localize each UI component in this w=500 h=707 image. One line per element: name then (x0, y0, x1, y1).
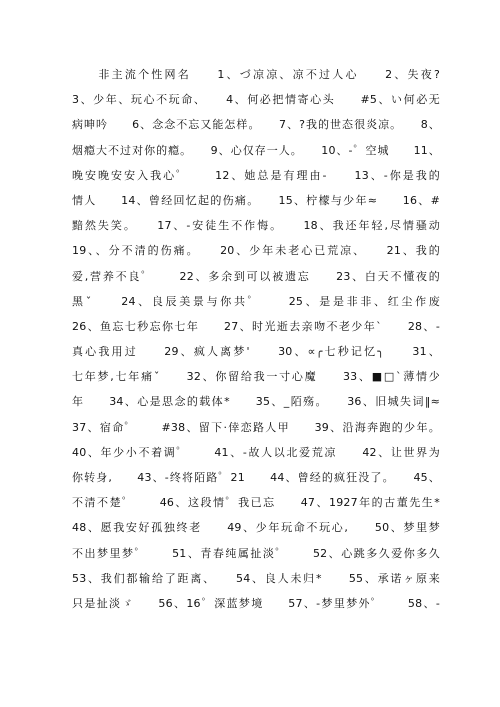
text-line: 不清不楚゜ 46、这段情゜我已忘 47、1927年的古董先生* (72, 496, 440, 510)
text-line: 情人 14、曾经回忆起的伤痛。 15、柠檬与少年≈ 16、# (72, 193, 440, 207)
text-line: 53、我们都输给了距离、 54、良人未归* 55、承诺ヶ原来 (72, 571, 440, 585)
text-line: 26、鱼忘七秒忘你七年 27、时光逝去亲吻不老少年ˋ 28、- (72, 319, 440, 333)
text-line: 黑ˇ 24、良辰美景与你共゜ 25、是是非非、红尘作废 (72, 294, 440, 308)
text-line: 年 34、心是思念的载体* 35、_陌殇。 36、旧城失词‖≈ (72, 395, 440, 409)
text-line: 真心我用过 29、疯人离梦' 30、∝╭七秒记忆╮ 31、 (72, 345, 440, 359)
text-line: 不出梦里梦゜ 51、青春纯属扯淡゜ 52、心跳多久爱你多久 (72, 546, 440, 560)
text-line: 你转身, 43、-终将陌路゜21 44、曾经的疯狂没了。 45、 (72, 471, 440, 484)
text-line: 爱,营养不良゜ 22、多余到可以被遗忘 23、白天不懂夜的 (72, 269, 440, 283)
text-line: 3、少年、玩心不玩命、 4、何必把情寄心头 #5、い何必无 (72, 93, 440, 107)
text-line: 40、年少小不着调゜ 41、-故人以北爱荒凉 42、让世界为 (72, 445, 440, 459)
text-line: 19、、分不清的伤痛。 20、少年未老心已荒凉、 21、我的 (72, 244, 440, 258)
text-line: 晚安晚安安入我心゜ 12、她总是有理由- 13、-你是我的 (72, 168, 440, 182)
text-line: 七年梦,七年痛ˇ 32、你留给我一寸心魔 33、■□ˋ薄情少 (72, 370, 440, 384)
text-line: 黯然失笑。 17、-安徒生不作悔。 18、我还年轻,尽情骚动 (72, 219, 440, 233)
text-line: 48、愿我安好孤独终老 49、少年玩命不玩心, 50、梦里梦 (72, 521, 440, 535)
text-block (72, 62, 440, 616)
text-line: 病呻吟 6、念念不忘又能怎样。 7、?我的世态很炎凉。 8、 (72, 118, 440, 132)
text-line: 非主流个性网名 1、づ凉凉、凉不过人心 2、失夜? (72, 68, 440, 81)
text-line: 37、宿命゜ #38、留下·倖恋路人甲 39、沿海奔跑的少年。 (72, 420, 440, 434)
text-line: 烟瘾大不过对你的瘾。 9、心仅存一人。 10、-゜空城 11、 (72, 143, 440, 157)
text-line: 只是扯淡ゞ 56、16゜深蓝梦境 57、-梦里梦外゜ 58、- (72, 596, 440, 610)
